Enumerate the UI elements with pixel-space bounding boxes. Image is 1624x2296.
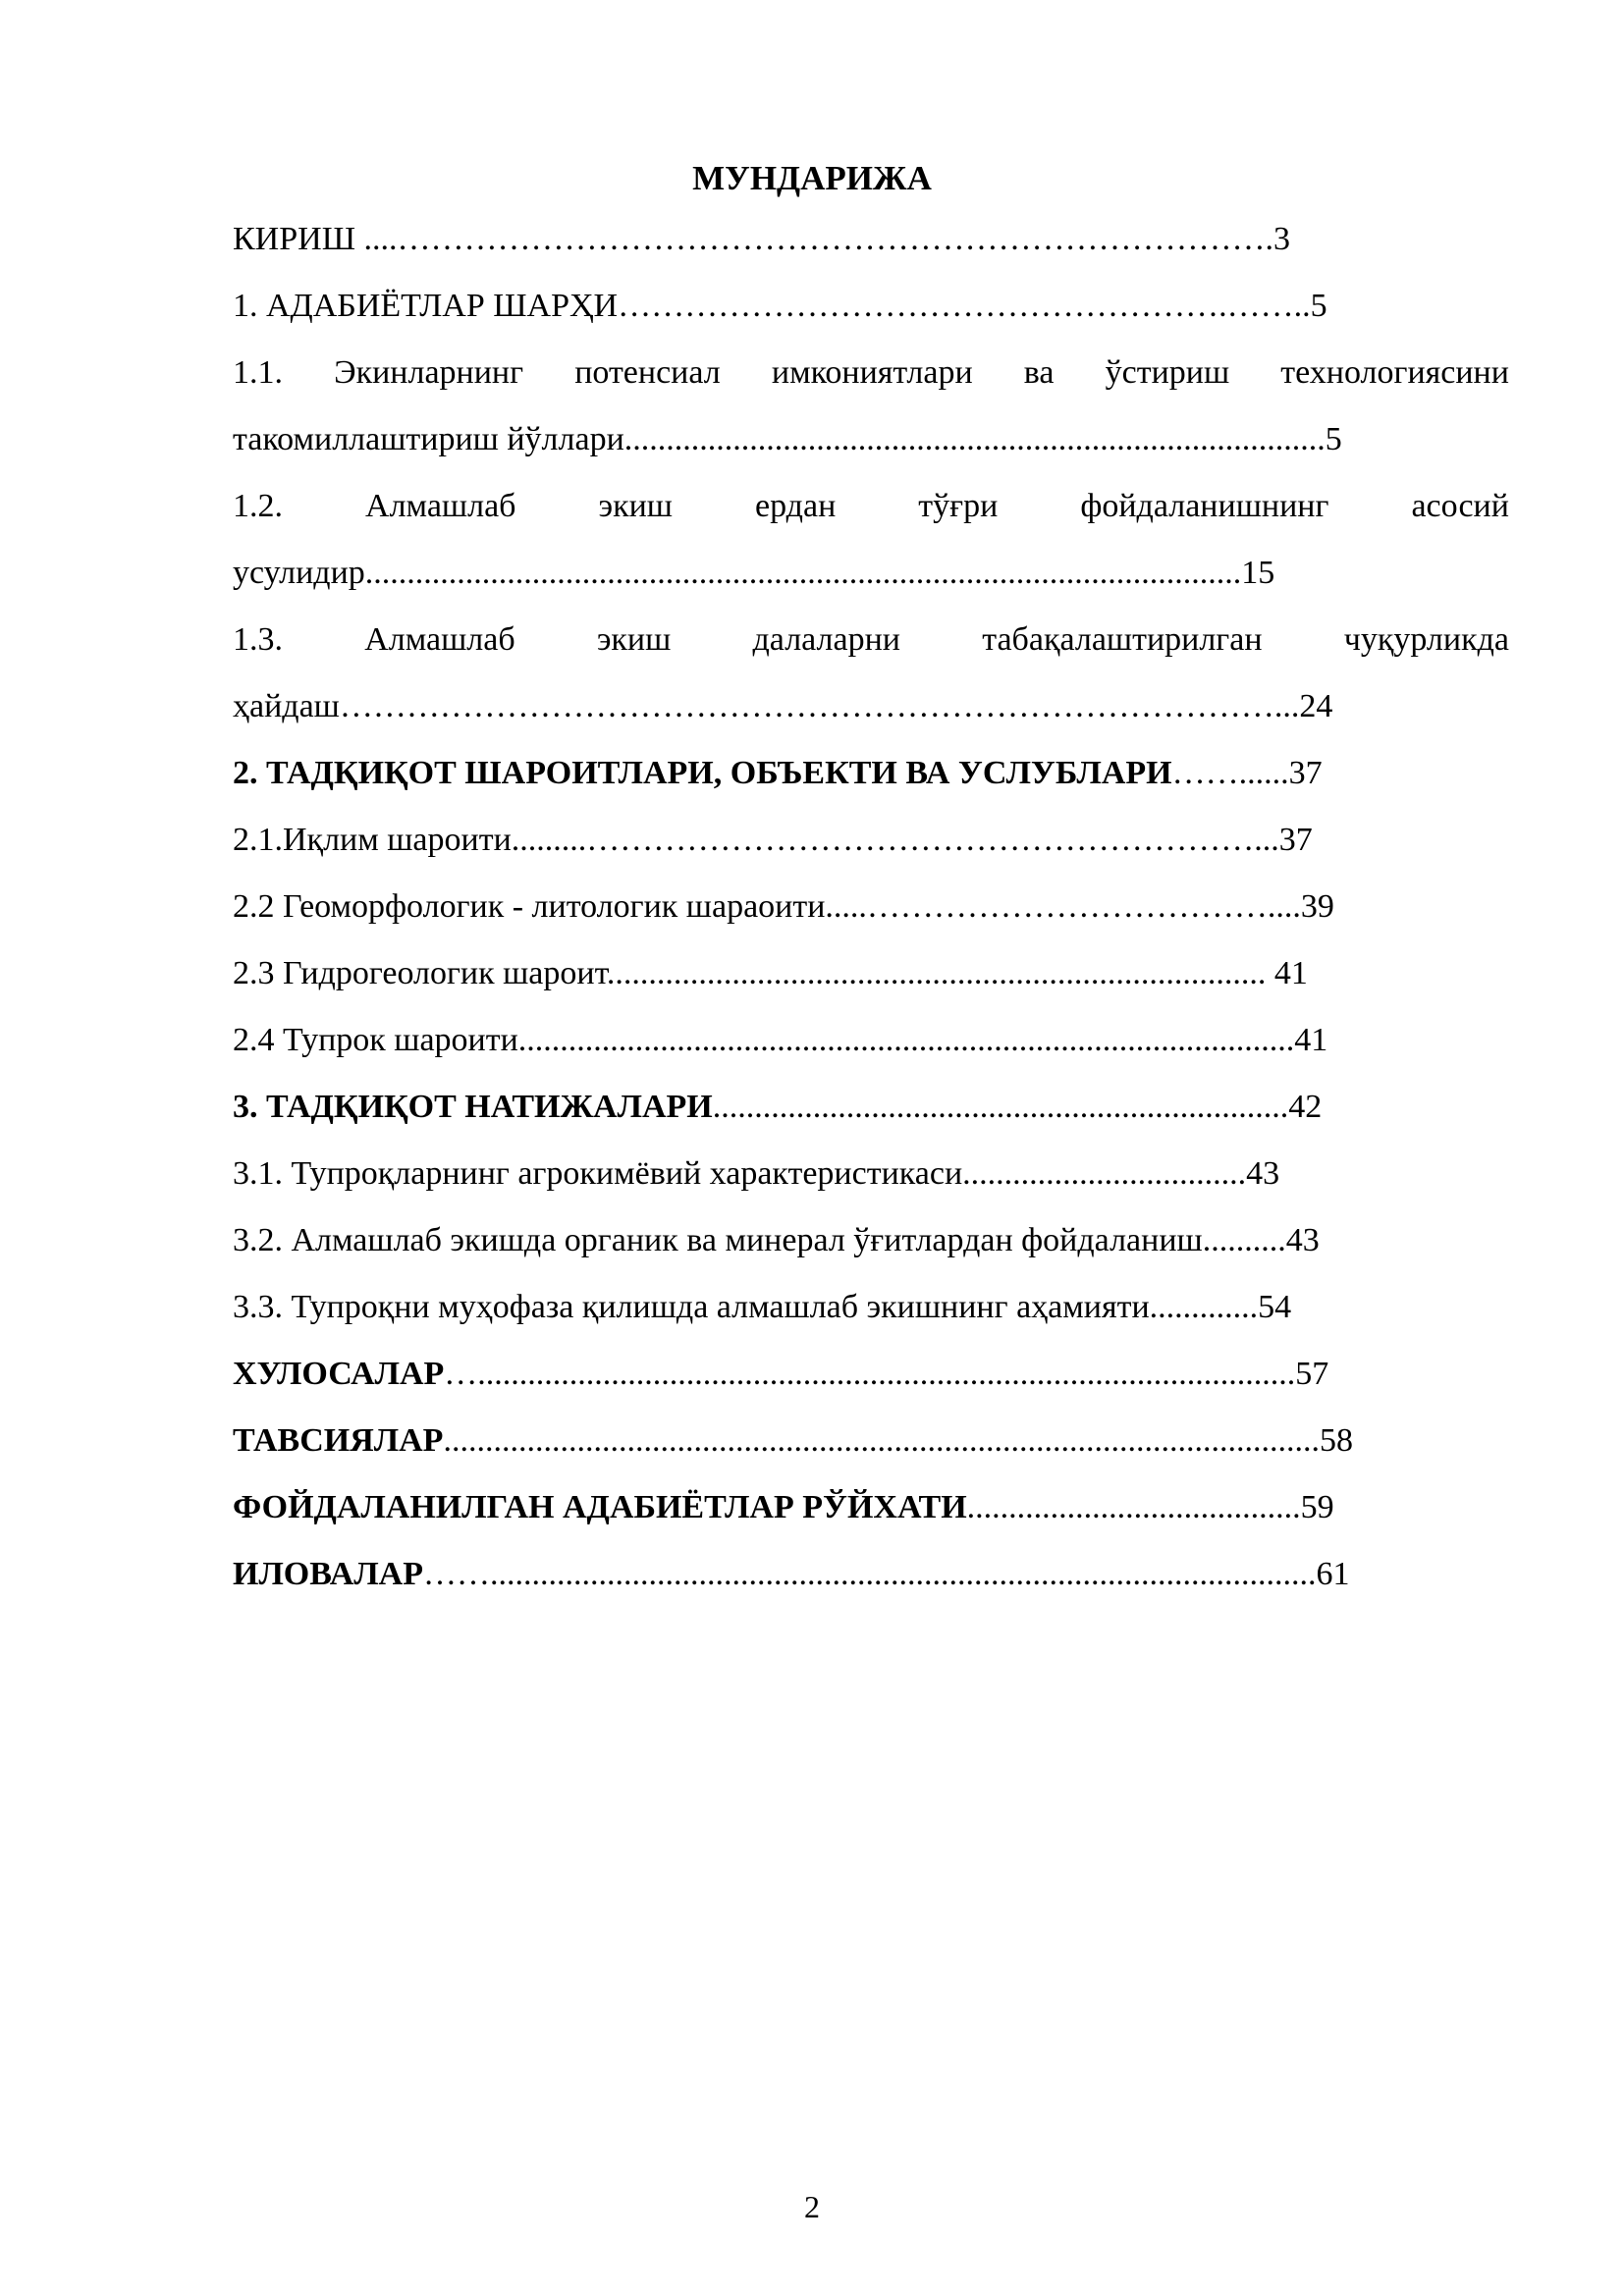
toc-entry	[233, 349, 1509, 397]
toc-word: ердан	[755, 488, 837, 524]
toc-entry-text: 2.4 Тупрок шароити.............................................................................................41	[233, 1022, 1328, 1058]
toc-section-title: 3. ТАДҚИҚОТ НАТИЖАЛАРИ	[233, 1089, 713, 1125]
toc-word: Алмашлаб	[365, 488, 516, 524]
toc-word: ва	[1023, 354, 1055, 391]
page-number: 2	[804, 2189, 820, 2224]
toc-entry-text: такомиллаштириш йўллари....................................................................................5	[233, 421, 1342, 457]
toc-entry-text: ҳайдаш…………………………………………………………………………...24	[233, 688, 1333, 724]
toc-entry-section	[233, 1484, 1334, 1531]
toc-word: 1.3.	[233, 621, 283, 658]
toc-entry	[233, 1217, 1320, 1264]
toc-entry	[233, 1017, 1327, 1064]
toc-word: имкониятлари	[771, 354, 973, 391]
toc-leader: ……......37	[1171, 755, 1323, 791]
toc-word: чуқурликда	[1343, 621, 1509, 658]
toc-entry	[233, 883, 1334, 931]
toc-leader: ……...................................................................................................61	[422, 1556, 1350, 1592]
toc-entry	[233, 1150, 1279, 1198]
toc-leader: .....................................................................42	[712, 1089, 1323, 1125]
toc-word: ўстириш	[1105, 354, 1230, 391]
toc-leader: ........................................59	[966, 1489, 1334, 1525]
toc-entry-text: 2.3 Гидрогеологик шароит............................................................................... 41	[233, 955, 1308, 991]
toc-entry-section	[233, 750, 1323, 797]
toc-entry-text: усулидир.........................................................................................................15	[233, 555, 1275, 591]
toc-word: экиш	[596, 621, 672, 658]
toc-entry	[233, 817, 1313, 864]
toc-word: тўғри	[918, 488, 999, 524]
toc-section-title: ФОЙДАЛАНИЛГАН АДАБИЁТЛАР РЎЙХАТИ	[233, 1489, 967, 1525]
toc-entry-text: 1. АДАБИЁТЛАР ШАРҲИ……………………………………………….……..5	[233, 288, 1327, 324]
toc-entry-section	[233, 1084, 1322, 1131]
toc-section-title: ТАВСИЯЛАР	[233, 1422, 444, 1459]
toc-section-title: ХУЛОСАЛАР	[233, 1356, 445, 1392]
toc-entry	[233, 616, 1509, 664]
toc-entry-section	[233, 1417, 1353, 1465]
toc-entry	[233, 1284, 1291, 1331]
toc-word: экиш	[598, 488, 673, 524]
toc-entry	[233, 483, 1509, 530]
toc-leader: .........................................................................................................58	[443, 1422, 1353, 1459]
toc-word: Экинларнинг	[334, 354, 524, 391]
toc-entry	[233, 950, 1308, 997]
toc-entry-text: КИРИШ ....…………………………………………………………………….3	[233, 221, 1290, 257]
toc-entry	[233, 216, 1290, 263]
toc-entry-section	[233, 1351, 1328, 1398]
toc-word: далаларни	[752, 621, 900, 658]
toc-leader: …..................................................................................................57	[444, 1356, 1329, 1392]
toc-word: потенсиал	[574, 354, 721, 391]
toc-entry-text: 3.3. Тупроқни муҳофаза қилишда алмашлаб экишнинг аҳамияти.............54	[233, 1289, 1292, 1325]
toc-entry	[233, 416, 1342, 463]
toc-entry-section	[233, 1551, 1349, 1598]
toc-word: 1.1.	[233, 354, 283, 391]
toc-entry-text: 3.2. Алмашлаб экишда органик ва минерал ўғитлардан фойдаланиш..........43	[233, 1222, 1320, 1258]
toc-word: фойдаланишнинг	[1080, 488, 1329, 524]
toc-entry	[233, 683, 1332, 730]
toc-entry-text: 2.2 Геоморфологик - литологик шараоити.....………………………………....39	[233, 888, 1334, 925]
toc-section-title: ИЛОВАЛАР	[233, 1556, 423, 1592]
toc-word: 1.2.	[233, 488, 283, 524]
toc-entry-text: 3.1. Тупроқларнинг агрокимёвий характеристикаси..................................43	[233, 1155, 1280, 1192]
toc-word: асосий	[1411, 488, 1509, 524]
toc-word: технологиясини	[1280, 354, 1509, 391]
toc-section-title: 2. ТАДҚИҚОТ ШАРОИТЛАРИ, ОБЪЕКТИ ВА УСЛУБЛАРИ	[233, 755, 1172, 791]
toc-entry-text: 2.1.Иқлим шароити.........……………………………………………………...37	[233, 822, 1313, 858]
toc-title: МУНДАРИЖА	[692, 159, 932, 197]
toc-word: Алмашлаб	[364, 621, 515, 658]
toc-entry	[233, 283, 1327, 330]
toc-entry	[233, 550, 1274, 597]
toc-word: табақалаштирилган	[982, 621, 1263, 658]
